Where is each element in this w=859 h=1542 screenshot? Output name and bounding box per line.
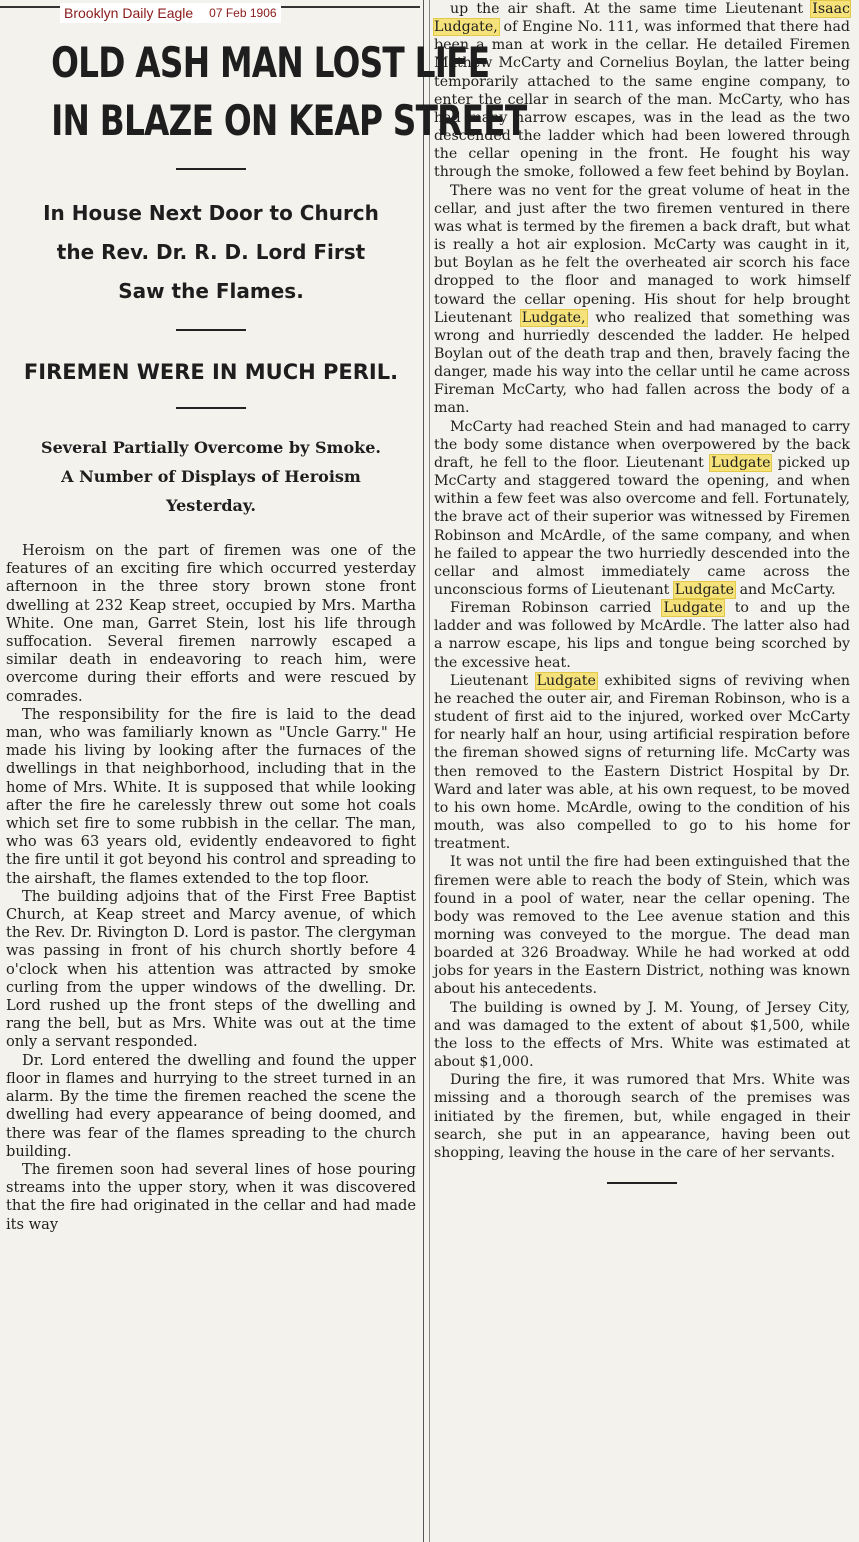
article-paragraph: Heroism on the part of firemen was one of the features of an exciting fire which occurred yesterday afternoon in the three story brown stone front dwelling at 232 Keap street, occupied by Mrs. Martha White. One man, Garret Stein, lost his life through suffocation. Several firemen narrowly escaped a similar death in endeavoring to reach him, were overcome during their efforts and were rescued by comrades. bbox=[6, 542, 416, 705]
article-paragraph: The building is owned by J. M. Young, of Jersey City, and was damaged to the extent of about $1,500, while the loss to the effects of Mrs. White was estimated at about $1,000. bbox=[434, 999, 850, 1071]
article-paragraph: The responsibility for the fire is laid to the dead man, who was familiarly known as "Uncle Garry." He made his living by looking after the furnaces of the dwellings in that neighborhood, including that in the home of Mrs. White. It is supposed that while looking after the fire he carelessly threw out some hot coals which set fire to some rubbish in the cellar. The man, who was 63 years old, evidently endeavored to fight the fire until it got beyond his control and spreading to the airshaft, the flames extended to the top floor. bbox=[6, 705, 416, 887]
article-paragraph: Fireman Robinson carried Ludgate to and up the ladder and was followed by McArdle. The latter also had a narrow escape, his lips and tongue being scorched by the excessive heat. bbox=[434, 600, 850, 671]
publication-date: 07 Feb 1906 bbox=[209, 6, 277, 20]
deck-line-1: In House Next Door to Church bbox=[43, 201, 379, 225]
headline-line-2: IN BLAZE ON KEAP STREET bbox=[51, 96, 527, 145]
column-divider bbox=[423, 0, 424, 1542]
search-highlight: Ludgate bbox=[663, 600, 723, 617]
article-paragraph: It was not until the fire had been extinguished that the firemen were able to reach the body of Stein, which was found in a pool of water, near the cellar opening. The body was removed to the Lee avenue station and this morning was conveyed to the morgue. The dead man boarded at 326 Broadway. While he had worked at odd jobs for years in the Eastern District, nothing was known about his antecedents. bbox=[434, 854, 850, 998]
deck-divider bbox=[176, 329, 246, 331]
deck-line-2: the Rev. Dr. R. D. Lord First bbox=[56, 240, 366, 264]
headline-divider bbox=[176, 168, 246, 170]
subdeck-line-3: Yesterday. bbox=[166, 496, 256, 515]
headline-line-1: OLD ASH MAN LOST LIFE bbox=[51, 38, 490, 87]
article-paragraph: The building adjoins that of the First Free Baptist Church, at Keap street and Marcy avenue, of which the Rev. Dr. Rivington D. Lord is pastor. The clergyman was passing in front of his church shortly before 4 o'clock when his attention was attracted by smoke curling from the upper windows of the dwelling. Dr. Lord rushed up the front steps of the dwelling and rang the bell, but as Mrs. White was out at the time only a servant responded. bbox=[6, 887, 416, 1051]
search-highlight: Ludgate bbox=[674, 582, 735, 598]
article-paragraph: The firemen soon had several lines of hose pouring streams into the upper story, when it was discovered that the fire had originated in the cellar and had made its way bbox=[6, 1160, 416, 1233]
left-article-body bbox=[6, 542, 416, 1234]
deck-line-3: Saw the Flames. bbox=[118, 279, 304, 303]
article-paragraph: During the fire, it was rumored that Mrs. White was missing and a thorough search of the premises was initiated by the firemen, but, while engaged in their search, she put in an appearance, having been out shopping, leaving the house in the care of her servants. bbox=[434, 1072, 850, 1161]
left-column bbox=[6, 28, 527, 1234]
search-highlight: Ludgate bbox=[711, 454, 771, 471]
search-highlight: Ludgate bbox=[536, 672, 596, 689]
column-divider-inner bbox=[429, 0, 430, 1542]
article-paragraph: There was no vent for the great volume of heat in the cellar, and just after the two firemen ventured in there was what is termed by the firemen a back draft, but what is really a hot air explosion. McCarty was caught in it, but Boylan as he felt the overheated air scorch his face dropped to the floor and managed to work himself toward the cellar opening. His shout for help brought Lieutenant Ludgate, who realized that something was wrong and hurriedly descended the ladder. He helped Boylan out of the death trap and then, bravely facing the danger, made his way into the cellar until he came across Fireman McCarty, who had fallen across the body of a man. bbox=[434, 182, 850, 417]
search-highlight: Ludgate, bbox=[521, 309, 586, 326]
article-paragraph: up the air shaft. At the same time Lieutenant Isaac Ludgate, of Engine No. 111, was informed that there had been a man at work in the cellar. He detailed Firemen Mathew McCarty and Cornelius Boylan, the latter being temporarily attached to the same engine company, to enter the cellar in search of the man. McCarty, who has had many narrow escapes, was in the lead as the two descended the ladder which had been lowered through the cellar opening in the front. He fought his way through the smoke, followed a few feet behind by Boylan. bbox=[434, 1, 850, 181]
article-paragraph: Dr. Lord entered the dwelling and found the upper floor in flames and hurrying to the street turned in an alarm. By the time the firemen reached the scene the dwelling had every appearance of being doomed, and there was fear of the flames spreading to the church building. bbox=[6, 1051, 416, 1160]
publication-name[interactable]: Brooklyn Daily Eagle bbox=[64, 5, 194, 21]
end-rule bbox=[607, 1182, 677, 1184]
article-paragraph: Lieutenant Ludgate exhibited signs of reviving when he reached the outer air, and Fireman Robinson, who is a student of first aid to the injured, worked over McCarty for nearly half an hour, using artificial respiration before the fireman showed signs of returning life. McCarty was then removed to the Eastern District Hospital by Dr. Ward and later was able, at his own request, to be moved to his own home. McArdle, owing to the condition of his mouth, was also compelled to go to his home for treatment. bbox=[434, 672, 850, 853]
article-paragraph: McCarty had reached Stein and had managed to carry the body some distance when overpowered by the back draft, he fell to the floor. Lieutenant Ludgate picked up McCarty and staggered toward the opening, and when within a few feet was also overcome and fell. Fortunately, the brave act of their superior was witnessed by Firemen Robinson and McArdle, of the same company, and when he failed to appear the two hurriedly descended into the cellar and almost immediately came across the unconscious forms of Lieutenant Ludgate and McCarty. bbox=[434, 418, 851, 598]
subdeck-line-2: A Number of Displays of Heroism bbox=[61, 467, 361, 486]
source-label[interactable] bbox=[60, 3, 281, 23]
subhead-divider bbox=[176, 407, 246, 409]
right-article-body bbox=[434, 0, 850, 1184]
subdeck-line-1: Several Partially Overcome by Smoke. bbox=[41, 438, 381, 457]
right-column bbox=[434, 0, 850, 1184]
subhead: FIREMEN WERE IN MUCH PERIL. bbox=[23, 360, 399, 384]
search-highlight: Isaac Ludgate, bbox=[434, 1, 850, 36]
